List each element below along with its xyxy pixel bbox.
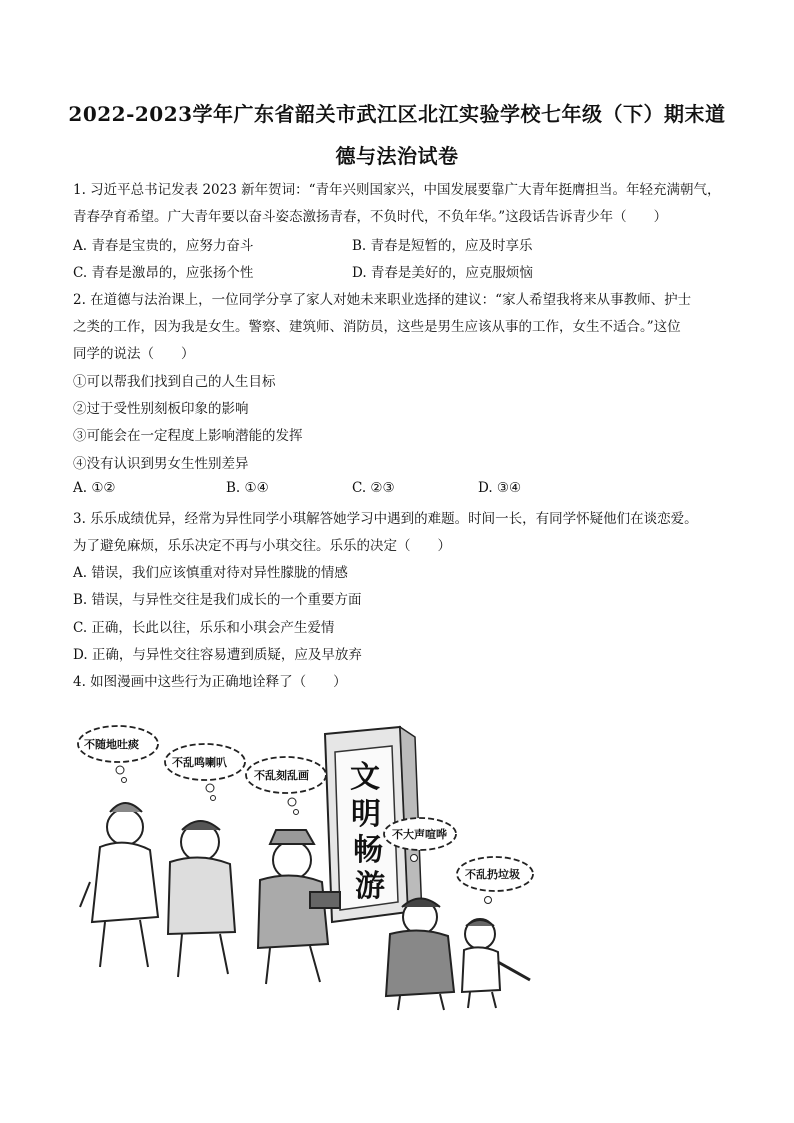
q1-stem-line1: 1. 习近平总书记发表 2023 新年贺词：“青年兴则国家兴，中国发展要靠广大青年挺膺担当。年轻充满朝气， <box>73 182 721 198</box>
q3-option-c: C. 正确，长此以往，乐乐和小琪会产生爱情 <box>73 620 335 636</box>
bubble-text-1: 不随地吐痰 <box>84 738 139 751</box>
q4-stem: 4. 如图漫画中这些行为正确地诠释了（ ） <box>73 674 347 690</box>
tourist-figure-3 <box>258 830 340 984</box>
q2-option-d: D. ③④ <box>478 480 522 496</box>
bubble-text-2: 不乱鸣喇叭 <box>172 756 227 769</box>
sign-char-3: 畅 <box>353 833 383 868</box>
tourist-figure-2 <box>168 821 235 977</box>
q3-stem-line2: 为了避免麻烦，乐乐决定不再与小琪交往。乐乐的决定（ ） <box>73 538 451 554</box>
q3-stem-line1: 3. 乐乐成绩优异，经常为异性同学小琪解答她学习中遇到的难题。时间一长，有同学怀疑他们在谈恋爱。 <box>73 511 698 527</box>
q2-item-2: ②过于受性别刻板印象的影响 <box>73 401 249 417</box>
q2-option-a: A. ①② <box>73 480 116 496</box>
q1-option-c: C. 青春是激昂的，应张扬个性 <box>73 265 254 281</box>
bubble-text-5: 不乱扔垃圾 <box>465 868 520 881</box>
q2-stem-line1: 2. 在道德与法治课上，一位同学分享了家人对她未来职业选择的建议：“家人希望我将来从事教师、护士 <box>73 292 692 308</box>
q1-option-a: A. 青春是宝贵的，应努力奋斗 <box>73 238 254 254</box>
bubble-no-spitting <box>78 726 158 783</box>
q3-option-d: D. 正确，与异性交往容易遭到质疑，应及早放弃 <box>73 647 362 663</box>
q3-option-b: B. 错误，与异性交往是我们成长的一个重要方面 <box>73 592 362 608</box>
tourist-figure-4 <box>386 899 454 1011</box>
q2-stem-line3: 同学的说法（ ） <box>73 346 195 362</box>
q1-stem-line2: 青春孕育希望。广大青年要以奋斗姿态激扬青春，不负时代，不负年华。”这段话告诉青少年（ ） <box>73 209 668 225</box>
q3-option-a: A. 错误，我们应该慎重对待对异性朦胧的情感 <box>73 565 348 581</box>
sign-char-1: 文 <box>350 760 380 795</box>
bubble-text-3: 不乱刻乱画 <box>254 769 309 782</box>
tourist-figure-1 <box>80 803 158 967</box>
q2-item-4: ④没有认识到男女生性别差异 <box>73 456 249 472</box>
q2-stem-line2: 之类的工作，因为我是女生。警察、建筑师、消防员，这些是男生应该从事的工作，女生不适合。”这位 <box>73 319 681 335</box>
q2-item-3: ③可能会在一定程度上影响潜能的发挥 <box>73 428 303 444</box>
q1-option-d: D. 青春是美好的，应克服烦恼 <box>352 265 533 281</box>
q2-option-c: C. ②③ <box>352 480 395 496</box>
bubble-no-graffiti <box>246 757 326 815</box>
q2-item-1: ①可以帮我们找到自己的人生目标 <box>73 374 276 390</box>
sign-char-4: 游 <box>355 869 385 904</box>
bubble-text-4: 不大声喧哗 <box>392 828 447 841</box>
q1-option-b: B. 青春是短暂的，应及时享乐 <box>352 238 533 254</box>
exam-title-line1: 2022-2023学年广东省韶关市武江区北江实验学校七年级（下）期末道 <box>68 102 726 126</box>
sign-char-2: 明 <box>351 797 381 832</box>
tourist-figure-5 <box>462 919 530 1008</box>
q2-option-b: B. ①④ <box>226 480 269 496</box>
bubble-no-honking <box>165 744 245 801</box>
civilized-travel-comic <box>70 712 550 1012</box>
exam-title-line2: 德与法治试卷 <box>335 144 459 168</box>
